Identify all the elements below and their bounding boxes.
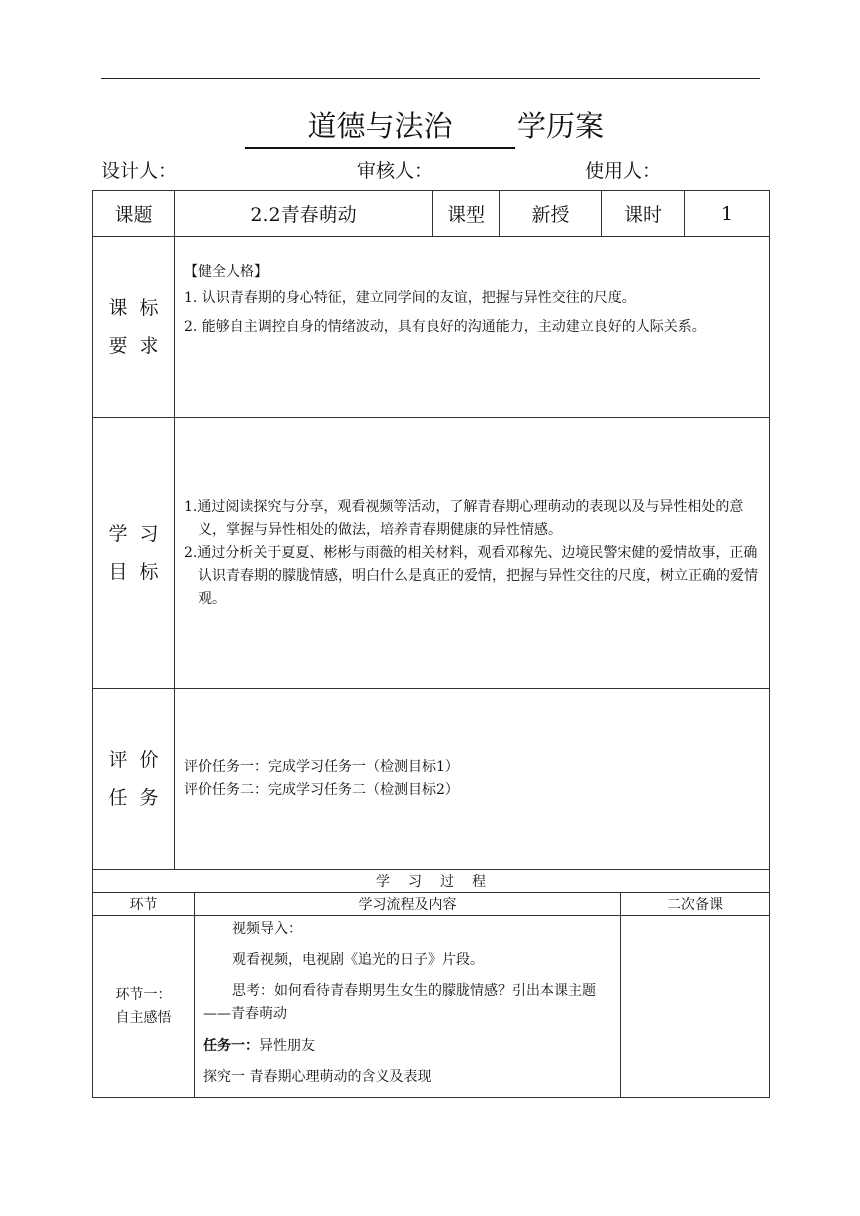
- evaluation-content: [175, 689, 770, 870]
- page-title: [245, 104, 604, 144]
- type-label: 课型: [433, 191, 500, 237]
- column-notes: 二次备课: [621, 893, 770, 916]
- type-value: 新授: [500, 191, 602, 237]
- standards-label: 课标 要求: [93, 237, 175, 418]
- column-content: 学习流程及内容: [195, 893, 621, 916]
- header-rule: [101, 78, 760, 79]
- flow-content: [195, 916, 621, 1098]
- evaluation-label: 评价 任务: [93, 689, 175, 870]
- task-one: 任务一：异性朋友: [203, 1038, 315, 1054]
- topic-label: 课题: [93, 191, 175, 237]
- subject-title: 道德与法治: [245, 104, 515, 149]
- column-stage: 环节: [93, 893, 195, 916]
- explore-one: 探究一 青春期心理萌动的含义及表现: [203, 1069, 432, 1085]
- designer-label: 设计人：: [101, 160, 178, 182]
- standards-item: 1. 认识青春期的身心特征，建立同学间的友谊，把握与异性交往的尺度。: [184, 290, 636, 306]
- standards-heading: 【健全人格】: [184, 264, 268, 280]
- topic-value: 2.2青春萌动: [175, 191, 433, 237]
- period-value: 1: [685, 191, 770, 237]
- learning-process-table: [92, 869, 770, 1098]
- notes-cell: [621, 916, 770, 1098]
- think-text: 思考：如何看待青春期男生女生的朦胧情感？引出本课主题——青春萌动: [203, 983, 596, 1022]
- watch-text: 观看视频，电视剧《追光的日子》片段。: [232, 952, 484, 968]
- lesson-info-table: [92, 190, 770, 870]
- goal-item: 1.通过阅读探究与分享，观看视频等活动，了解青春期心理萌动的表现以及与异性相处的意义，掌握与异性相处的做法，培养青春期健康的异性情感。: [184, 498, 744, 538]
- user-label: 使用人：: [585, 160, 662, 182]
- doc-type-title: 学历案: [517, 109, 605, 143]
- standards-item: 2. 能够自主调控自身的情绪波动，具有良好的沟通能力，主动建立良好的人际关系。: [184, 319, 706, 335]
- goals-content: [175, 418, 770, 689]
- goals-label: 学习 目标: [93, 418, 175, 689]
- process-title: 学习过程: [93, 870, 770, 893]
- standards-content: [175, 237, 770, 418]
- period-label: 课时: [602, 191, 685, 237]
- video-intro: 视频导入：: [232, 921, 302, 937]
- goal-item: 2.通过分析关于夏夏、彬彬与雨薇的相关材料，观看邓稼先、边境民警宋健的爱情故事，正确认识青春期的朦胧情感，明白什么是真正的爱情，把握与异性交往的尺度，树立正确的爱情观。: [184, 544, 758, 607]
- evaluation-item: 评价任务一：完成学习任务一（检测目标1）: [184, 759, 459, 775]
- stage-cell: 环节一： 自主感悟: [93, 916, 195, 1098]
- evaluation-item: 评价任务二：完成学习任务二（检测目标2）: [184, 782, 459, 798]
- reviewer-label: 审核人：: [357, 160, 434, 182]
